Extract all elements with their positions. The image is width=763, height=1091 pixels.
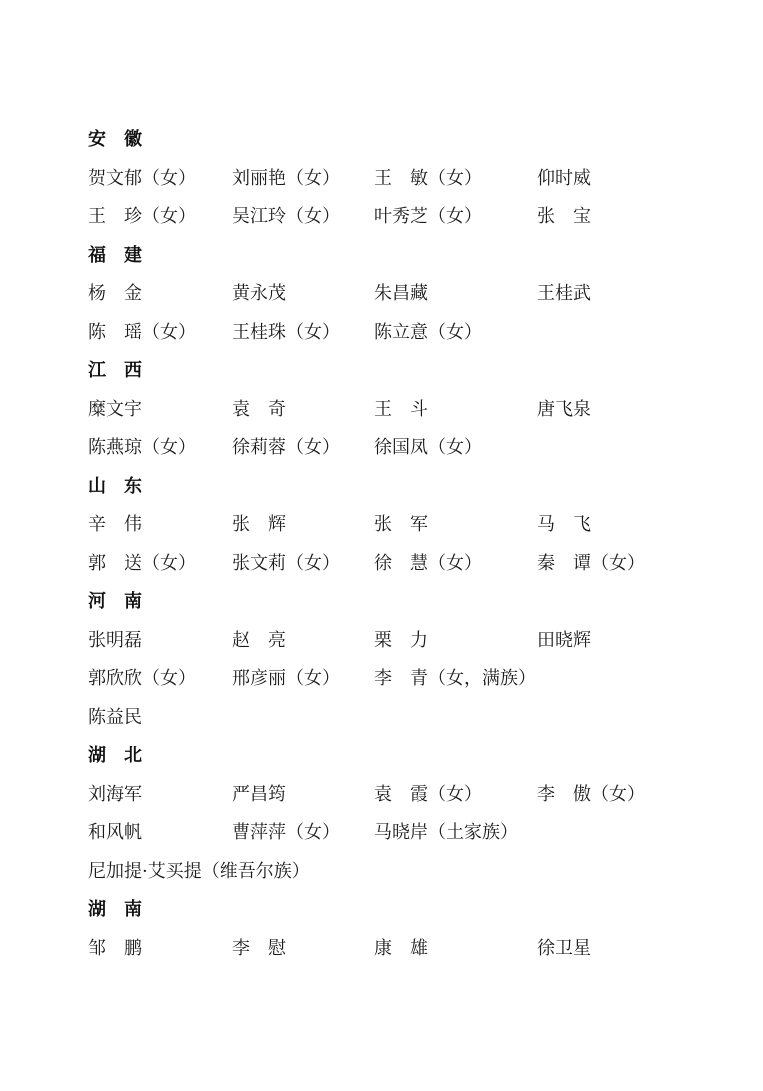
person-name: 陈燕琼（女） [88, 437, 196, 458]
person-name: 杨 金 [88, 283, 142, 304]
name-row [88, 930, 728, 969]
person-name: 张 辉 [232, 514, 286, 535]
name-row [88, 506, 728, 545]
province-heading: 江 西 [88, 360, 142, 381]
name-list-document [88, 121, 728, 968]
person-name: 黄永茂 [232, 283, 286, 304]
person-name: 糜文宇 [88, 398, 142, 420]
person-name: 仰时威 [537, 167, 591, 189]
person-name: 郭欣欣（女） [88, 668, 196, 689]
person-name: 李 傲（女） [537, 783, 645, 805]
name-row [88, 853, 728, 892]
person-name: 张文莉（女） [232, 552, 340, 574]
person-name: 张明磊 [88, 629, 142, 651]
person-name: 吴江玲（女） [232, 206, 340, 227]
person-name: 田晓辉 [537, 629, 591, 651]
person-name: 陈立意（女） [374, 321, 482, 343]
person-name: 马 飞 [537, 514, 591, 535]
name-row [88, 275, 728, 314]
name-row [88, 160, 728, 199]
person-name: 唐飞泉 [537, 398, 591, 420]
person-name: 秦 谭（女） [537, 552, 645, 574]
person-name: 李 青（女，满族） [374, 668, 536, 689]
province-heading: 山 东 [88, 475, 142, 497]
name-row [88, 622, 728, 661]
person-name: 王桂武 [537, 283, 591, 304]
person-name: 刘海军 [88, 783, 142, 805]
province-heading: 河 南 [88, 591, 142, 612]
person-name: 陈益民 [88, 706, 142, 728]
person-name: 王桂珠（女） [232, 321, 340, 343]
name-row [88, 660, 728, 699]
person-name: 李 慰 [232, 937, 286, 959]
province-heading: 福 建 [88, 244, 142, 266]
person-name: 王 敏（女） [374, 167, 482, 189]
person-name: 严昌筠 [232, 783, 286, 805]
person-name: 朱昌藏 [374, 283, 428, 304]
person-name: 徐莉蓉（女） [232, 437, 340, 458]
person-name: 栗 力 [374, 629, 428, 651]
name-row [88, 545, 728, 584]
province-heading: 安 徽 [88, 129, 142, 150]
province-heading: 湖 北 [88, 745, 142, 766]
person-name: 和风帆 [88, 822, 142, 843]
name-row [88, 391, 728, 430]
person-name: 康 雄 [374, 937, 428, 959]
person-name: 袁 霞（女） [374, 783, 482, 805]
person-name: 袁 奇 [232, 398, 286, 420]
person-name: 曹萍萍（女） [232, 822, 340, 843]
name-row [88, 814, 728, 853]
person-name: 陈 瑶（女） [88, 321, 196, 343]
person-name: 刘丽艳（女） [232, 167, 340, 189]
province-heading: 湖 南 [88, 899, 142, 920]
person-name: 王 珍（女） [88, 206, 196, 227]
person-name: 贺文郁（女） [88, 167, 196, 189]
person-name: 辛 伟 [88, 514, 142, 535]
person-name: 邹 鹏 [88, 937, 142, 959]
person-name: 徐国凤（女） [374, 437, 482, 458]
name-row [88, 198, 728, 237]
name-row [88, 776, 728, 815]
person-name: 尼加提·艾买提（维吾尔族） [88, 860, 310, 882]
name-row [88, 699, 728, 738]
name-row [88, 314, 728, 353]
name-row [88, 429, 728, 468]
person-name: 张 军 [374, 514, 428, 535]
person-name: 王 斗 [374, 398, 428, 420]
person-name: 郭 送（女） [88, 552, 196, 574]
person-name: 徐卫星 [537, 937, 591, 959]
person-name: 马晓岸（土家族） [374, 822, 518, 843]
person-name: 徐 慧（女） [374, 552, 482, 574]
person-name: 叶秀芝（女） [374, 206, 482, 227]
person-name: 张 宝 [537, 206, 591, 227]
person-name: 赵 亮 [232, 629, 286, 651]
person-name: 邢彦丽（女） [232, 668, 340, 689]
